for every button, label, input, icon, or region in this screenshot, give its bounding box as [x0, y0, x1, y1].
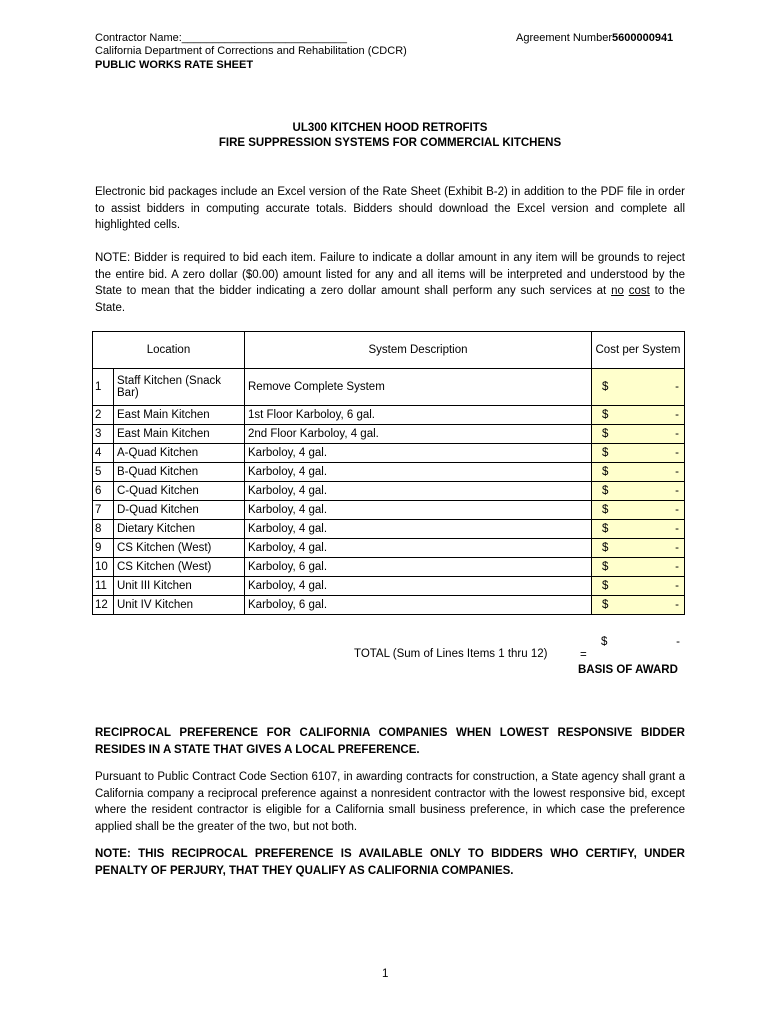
row-number: 2	[93, 406, 114, 425]
row-amount: -	[675, 466, 679, 478]
column-header-location: Location	[93, 332, 245, 369]
row-amount: -	[675, 580, 679, 592]
row-number: 11	[93, 577, 114, 596]
page-number: 1	[382, 968, 389, 980]
row-amount: -	[675, 428, 679, 440]
row-amount: -	[675, 523, 679, 535]
row-location: Dietary Kitchen	[114, 520, 245, 539]
row-amount: -	[675, 542, 679, 554]
row-number: 4	[93, 444, 114, 463]
row-number: 1	[93, 369, 114, 406]
row-number: 3	[93, 425, 114, 444]
row-cost-input[interactable]	[592, 444, 685, 463]
table-row	[93, 596, 685, 615]
row-cost-input[interactable]	[592, 539, 685, 558]
row-description: Karboloy, 4 gal.	[245, 539, 592, 558]
row-description: Karboloy, 4 gal.	[245, 501, 592, 520]
row-description: Karboloy, 4 gal.	[245, 444, 592, 463]
row-number: 7	[93, 501, 114, 520]
row-description: Karboloy, 6 gal.	[245, 596, 592, 615]
note-no: no	[611, 285, 624, 297]
row-cost-input[interactable]	[592, 425, 685, 444]
reciprocal-heading: RECIPROCAL PREFERENCE FOR CALIFORNIA COMPANIES WHEN LOWEST RESPONSIVE BIDDER RESIDES IN A STATE THAT GIVES A LOCAL PREFERENCE.	[95, 727, 685, 756]
intro-paragraph: Electronic bid packages include an Excel version of the Rate Sheet (Exhibit B-2) in addition to the PDF file in order to assist bidders in computing accurate totals. Bidders should download the Excel version and complete all highlighted cells.	[95, 186, 685, 231]
contractor-name-field: Contractor Name:___________________________	[95, 32, 347, 44]
row-dollar-sign: $	[602, 428, 609, 440]
table-row	[93, 520, 685, 539]
row-cost-input[interactable]	[592, 406, 685, 425]
row-number: 9	[93, 539, 114, 558]
row-location: Staff Kitchen (Snack Bar)	[114, 369, 245, 406]
basis-of-award: BASIS OF AWARD	[578, 664, 678, 676]
row-description: Remove Complete System	[245, 369, 592, 406]
table-row	[93, 539, 685, 558]
row-amount: -	[675, 409, 679, 421]
table-row	[93, 369, 685, 406]
row-number: 8	[93, 520, 114, 539]
row-location: Unit III Kitchen	[114, 577, 245, 596]
table-row	[93, 482, 685, 501]
column-header-cost: Cost per System	[592, 332, 685, 369]
row-cost-input[interactable]	[592, 577, 685, 596]
agreement-number	[516, 31, 673, 46]
row-number: 6	[93, 482, 114, 501]
note-cost: cost	[628, 285, 650, 297]
row-dollar-sign: $	[602, 542, 609, 554]
row-cost-input[interactable]	[592, 558, 685, 577]
reciprocal-body: Pursuant to Public Contract Code Section 6107, in awarding contracts for construction, a State agency shall grant a California company a reciprocal preference against a nonresident contractor with the lowest responsive bid, except where the resident contractor is eligible for a California small business preference, in which case the preference applied shall be the greater of the two, but not both.	[95, 771, 685, 833]
row-cost-input[interactable]	[592, 501, 685, 520]
row-amount: -	[675, 504, 679, 516]
total-equals: =	[580, 649, 587, 661]
agreement-value: 5600000941	[612, 32, 674, 44]
row-location: C-Quad Kitchen	[114, 482, 245, 501]
total-amount: -	[676, 636, 680, 648]
row-dollar-sign: $	[602, 599, 609, 611]
note-paragraph	[95, 250, 685, 316]
row-cost-input[interactable]	[592, 463, 685, 482]
row-amount: -	[675, 447, 679, 459]
sheet-title: PUBLIC WORKS RATE SHEET	[95, 59, 254, 71]
row-dollar-sign: $	[602, 580, 609, 592]
table-row	[93, 406, 685, 425]
row-cost-input[interactable]	[592, 596, 685, 615]
row-description: Karboloy, 6 gal.	[245, 558, 592, 577]
row-cost-input[interactable]	[592, 520, 685, 539]
table-row	[93, 577, 685, 596]
row-description: 1st Floor Karboloy, 6 gal.	[245, 406, 592, 425]
table-row	[93, 425, 685, 444]
row-location: B-Quad Kitchen	[114, 463, 245, 482]
row-dollar-sign: $	[602, 561, 609, 573]
row-dollar-sign: $	[602, 409, 609, 421]
row-location: D-Quad Kitchen	[114, 501, 245, 520]
row-location: East Main Kitchen	[114, 406, 245, 425]
table-row	[93, 558, 685, 577]
row-location: A-Quad Kitchen	[114, 444, 245, 463]
row-location: East Main Kitchen	[114, 425, 245, 444]
row-amount: -	[675, 599, 679, 611]
reciprocal-note: NOTE: THIS RECIPROCAL PREFERENCE IS AVAILABLE ONLY TO BIDDERS WHO CERTIFY, UNDER PENALTY OF PERJURY, THAT THEY QUALIFY AS CALIFORNIA COMPANIES.	[95, 848, 685, 877]
note-text-1: NOTE: Bidder is required to bid each item. Failure to indicate a dollar amount in any item will be grounds to reject the entire bid. A zero dollar ($0.00) amount listed for any and all items will be interpreted and understood by the State to mean that the bidder indicating a zero dollar amount shall perform any such services at	[95, 252, 685, 297]
row-amount: -	[675, 485, 679, 497]
row-dollar-sign: $	[602, 466, 609, 478]
row-description: Karboloy, 4 gal.	[245, 463, 592, 482]
row-location: CS Kitchen (West)	[114, 558, 245, 577]
total-cost-cell[interactable]	[588, 624, 685, 660]
row-location: Unit IV Kitchen	[114, 596, 245, 615]
total-label: TOTAL (Sum of Lines Items 1 thru 12)	[354, 648, 548, 660]
row-cost-input[interactable]	[592, 369, 685, 406]
note-text-2: to the State.	[95, 285, 686, 314]
row-number: 10	[93, 558, 114, 577]
row-amount: -	[675, 561, 679, 573]
total-dollar-sign: $	[601, 636, 608, 648]
row-location: CS Kitchen (West)	[114, 539, 245, 558]
agreement-label: Agreement Number	[516, 32, 612, 44]
department-name: California Department of Corrections and Rehabilitation (CDCR)	[95, 45, 407, 57]
row-dollar-sign: $	[602, 485, 609, 497]
row-dollar-sign: $	[602, 523, 609, 535]
row-description: Karboloy, 4 gal.	[245, 482, 592, 501]
table-row	[93, 463, 685, 482]
page-title: UL300 KITCHEN HOOD RETROFITS	[292, 122, 488, 134]
row-dollar-sign: $	[602, 447, 609, 459]
row-dollar-sign: $	[602, 504, 609, 516]
row-description: Karboloy, 4 gal.	[245, 577, 592, 596]
page-subtitle: FIRE SUPPRESSION SYSTEMS FOR COMMERCIAL KITCHENS	[218, 137, 562, 149]
row-number: 12	[93, 596, 114, 615]
row-description: 2nd Floor Karboloy, 4 gal.	[245, 425, 592, 444]
row-number: 5	[93, 463, 114, 482]
table-row	[93, 444, 685, 463]
table-row	[93, 501, 685, 520]
row-cost-input[interactable]	[592, 482, 685, 501]
rate-table	[92, 331, 685, 615]
table-header-row	[93, 332, 685, 369]
row-amount: -	[675, 381, 679, 393]
row-description: Karboloy, 4 gal.	[245, 520, 592, 539]
row-dollar-sign: $	[602, 381, 609, 393]
column-header-description: System Description	[245, 332, 592, 369]
